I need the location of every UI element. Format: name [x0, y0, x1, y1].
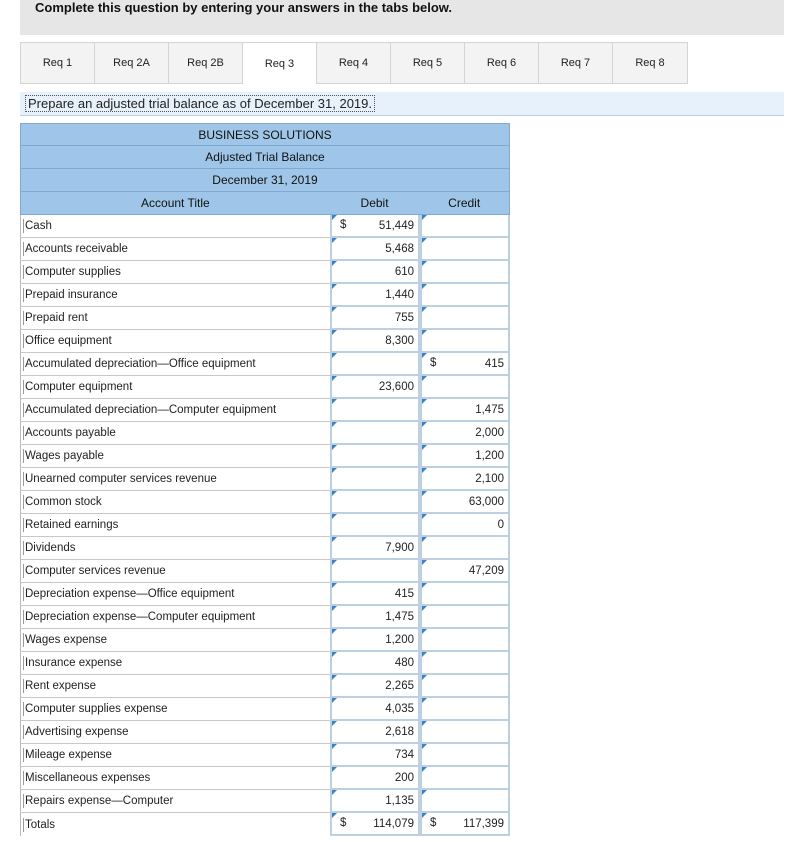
amount-value: 63,000: [468, 495, 504, 508]
account-title-cell[interactable]: [20, 721, 330, 744]
credit-input[interactable]: [420, 721, 510, 744]
debit-input[interactable]: [330, 606, 420, 629]
account-title: Accumulated depreciation—Office equipment: [25, 358, 256, 370]
account-title: Repairs expense—Computer: [25, 795, 174, 807]
debit-input[interactable]: [330, 422, 420, 445]
credit-input[interactable]: [420, 307, 510, 330]
debit-input[interactable]: [330, 307, 420, 330]
amount-value: 2,100: [475, 472, 504, 485]
debit-input[interactable]: [330, 744, 420, 767]
debit-input[interactable]: [330, 468, 420, 491]
account-title: Dividends: [25, 542, 76, 554]
statement-title: Adjusted Trial Balance: [20, 146, 510, 169]
account-title-cell[interactable]: [20, 491, 330, 514]
credit-input[interactable]: [420, 629, 510, 652]
debit-input[interactable]: [330, 215, 420, 238]
account-title-cell[interactable]: [20, 330, 330, 353]
account-title: Rent expense: [25, 680, 96, 692]
credit-input[interactable]: [420, 330, 510, 353]
table-row: [20, 215, 510, 238]
amount-value: 8,300: [385, 334, 414, 347]
tab-req-8[interactable]: Req 8: [635, 57, 665, 69]
table-row: [20, 353, 510, 376]
amount-value: 755: [394, 311, 414, 324]
debit-input[interactable]: [330, 537, 420, 560]
amount-value: 4,035: [385, 702, 414, 715]
table-row: [20, 721, 510, 744]
account-title-cell[interactable]: [20, 238, 330, 261]
table-row: [20, 468, 510, 491]
amount-value: 1,475: [385, 610, 414, 623]
credit-input[interactable]: [420, 744, 510, 767]
tab-req-7[interactable]: Req 7: [539, 43, 613, 83]
account-title-cell[interactable]: [20, 560, 330, 583]
table-row: [20, 284, 510, 307]
amount-value: 114,079: [373, 817, 414, 830]
credit-input[interactable]: [420, 491, 510, 514]
account-title-cell[interactable]: [20, 767, 330, 790]
account-title: Insurance expense: [25, 657, 123, 669]
debit-input[interactable]: [330, 261, 420, 284]
account-title: Mileage expense: [25, 749, 112, 761]
amount-value: 1,200: [385, 633, 414, 646]
table-row: [20, 491, 510, 514]
table-row: [20, 698, 510, 721]
credit-input[interactable]: [420, 652, 510, 675]
debit-input[interactable]: [330, 767, 420, 790]
debit-input[interactable]: [330, 376, 420, 399]
account-title: Computer equipment: [25, 381, 133, 393]
col-credit: Credit: [448, 196, 481, 210]
account-title: Wages expense: [25, 634, 108, 646]
account-title-cell[interactable]: [20, 445, 330, 468]
amount-value: 23,600: [378, 380, 414, 393]
account-title-cell[interactable]: [20, 284, 330, 307]
table-row: [20, 767, 510, 790]
totals-label: Totals: [25, 818, 56, 831]
amount-value: 117,399: [463, 817, 504, 830]
amount-value: 1,200: [475, 449, 504, 462]
table-row: [20, 445, 510, 468]
total-debit[interactable]: [330, 813, 420, 836]
debit-input[interactable]: [330, 399, 420, 422]
credit-input[interactable]: [420, 468, 510, 491]
amount-value: 7,900: [385, 541, 414, 554]
credit-input[interactable]: [420, 238, 510, 261]
account-title-cell[interactable]: [20, 698, 330, 721]
table-row: [20, 399, 510, 422]
account-title: Office equipment: [25, 335, 112, 347]
adjusted-trial-balance: [20, 123, 510, 836]
account-title-cell[interactable]: [20, 376, 330, 399]
debit-input[interactable]: [330, 491, 420, 514]
currency-symbol: $: [340, 817, 347, 829]
table-row: [20, 675, 510, 698]
table-row: [20, 583, 510, 606]
table-row: [20, 629, 510, 652]
credit-input[interactable]: [420, 422, 510, 445]
table-row: [20, 307, 510, 330]
account-title: Accounts payable: [25, 427, 116, 439]
debit-input[interactable]: [330, 629, 420, 652]
credit-input[interactable]: [420, 261, 510, 284]
table-row: [20, 606, 510, 629]
tab-req-3[interactable]: Req 3: [243, 43, 317, 84]
tab-req-6[interactable]: Req 6: [465, 43, 539, 83]
account-title: Depreciation expense—Computer equipment: [25, 611, 256, 623]
account-title: Computer services revenue: [25, 565, 166, 577]
amount-value: 415: [394, 587, 414, 600]
amount-value: 2,000: [475, 426, 504, 439]
credit-input[interactable]: [420, 583, 510, 606]
account-title: Accumulated depreciation—Computer equipment: [25, 404, 277, 416]
table-row: [20, 744, 510, 767]
credit-input[interactable]: [420, 514, 510, 537]
account-title-cell[interactable]: [20, 307, 330, 330]
company-name: BUSINESS SOLUTIONS: [20, 123, 510, 146]
credit-input[interactable]: [420, 606, 510, 629]
account-title-cell[interactable]: [20, 353, 330, 376]
amount-value: 51,449: [378, 219, 414, 232]
table-row: [20, 238, 510, 261]
amount-value: 200: [394, 771, 414, 784]
debit-input[interactable]: [330, 790, 420, 813]
account-title: Accounts receivable: [25, 243, 128, 255]
account-title: Retained earnings: [25, 519, 119, 531]
debit-input[interactable]: [330, 514, 420, 537]
account-title-cell[interactable]: [20, 606, 330, 629]
prompt-bar: [20, 92, 784, 116]
instruction-text: Complete this question by entering your answers in the tabs below.: [35, 0, 453, 15]
amount-value: 0: [497, 518, 504, 531]
table-row: [20, 537, 510, 560]
amount-value: 1,440: [385, 288, 414, 301]
credit-input[interactable]: [420, 790, 510, 813]
credit-input[interactable]: [420, 215, 510, 238]
col-debit: Debit: [360, 196, 389, 210]
credit-input[interactable]: [420, 675, 510, 698]
debit-input[interactable]: [330, 721, 420, 744]
account-title: Unearned computer services revenue: [25, 473, 217, 485]
debit-input[interactable]: [330, 583, 420, 606]
account-title-cell[interactable]: [20, 790, 330, 813]
tab-bar: [20, 42, 688, 84]
account-title: Depreciation expense—Office equipment: [25, 588, 235, 600]
credit-input[interactable]: [420, 767, 510, 790]
instruction-banner: [20, 0, 784, 35]
account-title: Cash: [25, 220, 52, 232]
amount-value: 1,135: [385, 794, 414, 807]
amount-value: 1,475: [475, 403, 504, 416]
credit-input[interactable]: [420, 560, 510, 583]
amount-value: 5,468: [385, 242, 414, 255]
col-account-title: Account Title: [141, 196, 210, 210]
table-row: [20, 422, 510, 445]
amount-value: 2,618: [385, 725, 414, 738]
table-row: [20, 330, 510, 353]
account-title-cell[interactable]: [20, 514, 330, 537]
amount-value: 47,209: [468, 564, 504, 577]
debit-input[interactable]: [330, 353, 420, 376]
amount-value: 734: [394, 748, 414, 761]
account-title-cell[interactable]: [20, 675, 330, 698]
table-row: [20, 376, 510, 399]
tab-req-4[interactable]: Req 4: [317, 43, 391, 83]
account-title: Miscellaneous expenses: [25, 772, 151, 784]
tab-req-2b[interactable]: Req 2B: [169, 43, 243, 83]
credit-input[interactable]: [420, 284, 510, 307]
account-title: Wages payable: [25, 450, 104, 462]
table-body: [20, 215, 510, 836]
debit-input[interactable]: [330, 698, 420, 721]
table-row: [20, 560, 510, 583]
debit-input[interactable]: [330, 560, 420, 583]
account-title-cell[interactable]: [20, 468, 330, 491]
account-title-cell[interactable]: [20, 215, 330, 238]
tab-req-2a[interactable]: Req 2A: [95, 43, 169, 83]
table-row: [20, 652, 510, 675]
prompt-text: Prepare an adjusted trial balance as of December 31, 2019.: [25, 95, 375, 112]
debit-input[interactable]: [330, 330, 420, 353]
account-title-cell[interactable]: [20, 583, 330, 606]
totals-row: [20, 813, 510, 836]
debit-input[interactable]: [330, 445, 420, 468]
amount-value: 415: [484, 357, 504, 370]
account-title-cell[interactable]: [20, 537, 330, 560]
tab-req-1[interactable]: Req 1: [21, 43, 95, 83]
account-title-cell[interactable]: [20, 744, 330, 767]
account-title: Advertising expense: [25, 726, 129, 738]
amount-value: 480: [394, 656, 414, 669]
total-credit[interactable]: [420, 813, 510, 836]
account-title-cell[interactable]: [20, 629, 330, 652]
credit-input[interactable]: [420, 399, 510, 422]
statement-date: December 31, 2019: [20, 169, 510, 192]
debit-input[interactable]: [330, 238, 420, 261]
amount-value: 610: [394, 265, 414, 278]
credit-input[interactable]: [420, 445, 510, 468]
account-title: Computer supplies expense: [25, 703, 168, 715]
account-title-cell[interactable]: [20, 422, 330, 445]
account-title: Common stock: [25, 496, 102, 508]
totals-label-cell: [20, 813, 330, 836]
credit-input[interactable]: [420, 353, 510, 376]
currency-symbol: $: [430, 357, 437, 369]
currency-symbol: $: [430, 817, 437, 829]
debit-input[interactable]: [330, 652, 420, 675]
amount-value: 2,265: [385, 679, 414, 692]
table-row: [20, 790, 510, 813]
account-title: Computer supplies: [25, 266, 121, 278]
credit-input[interactable]: [420, 537, 510, 560]
currency-symbol: $: [340, 219, 347, 231]
table-row: [20, 514, 510, 537]
credit-input[interactable]: [420, 376, 510, 399]
account-title-cell[interactable]: [20, 652, 330, 675]
table-row: [20, 261, 510, 284]
debit-input[interactable]: [330, 284, 420, 307]
account-title-cell[interactable]: [20, 261, 330, 284]
credit-input[interactable]: [420, 698, 510, 721]
account-title: Prepaid insurance: [25, 289, 118, 301]
account-title: Prepaid rent: [25, 312, 88, 324]
debit-input[interactable]: [330, 675, 420, 698]
tab-req-5[interactable]: Req 5: [391, 43, 465, 83]
account-title-cell[interactable]: [20, 399, 330, 422]
column-headers: [20, 192, 510, 215]
